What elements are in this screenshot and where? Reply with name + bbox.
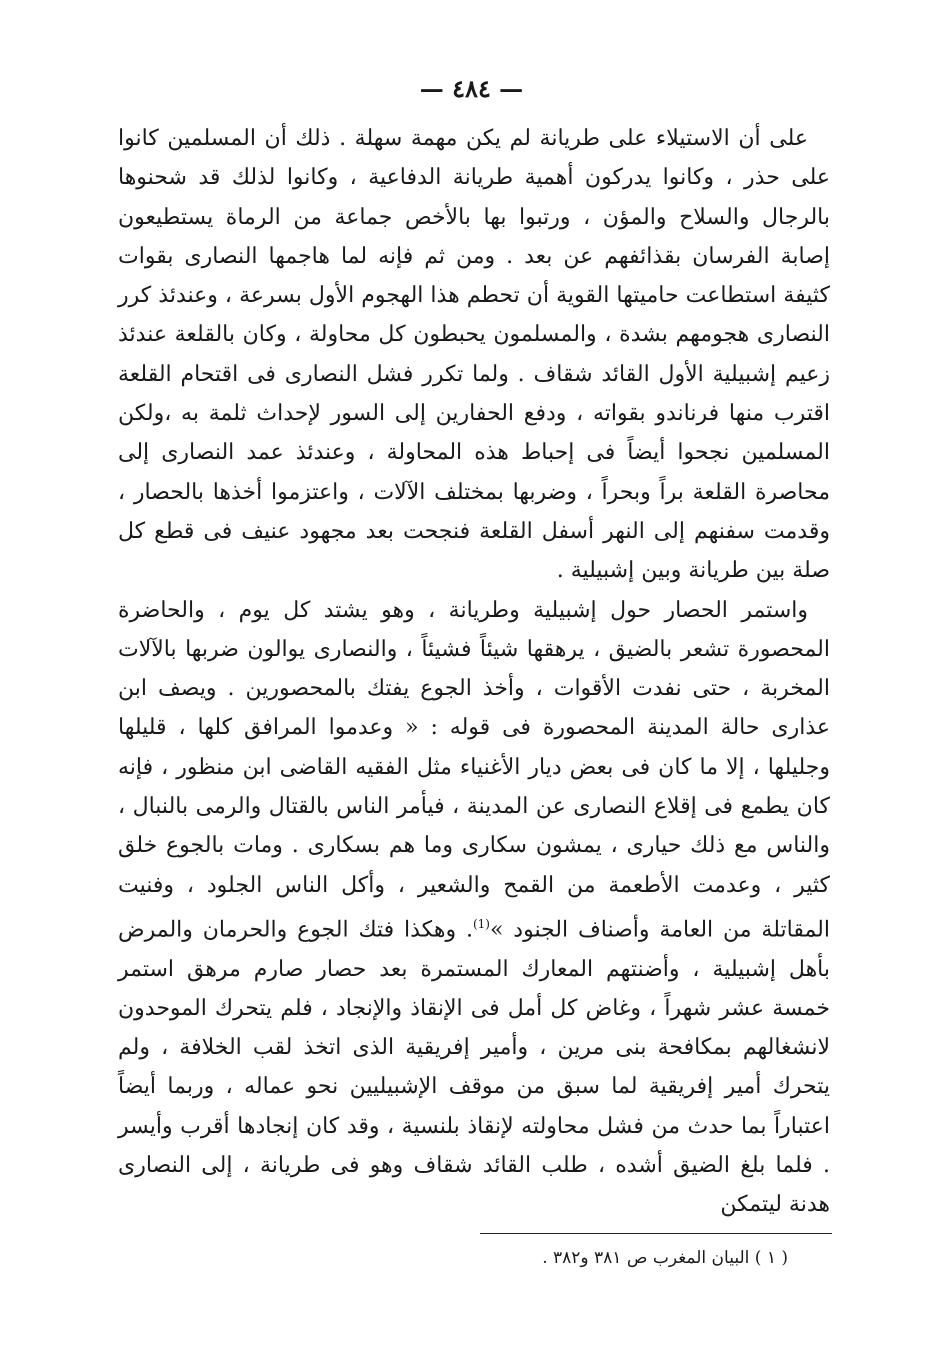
footnote: ( ١ ) البيان المغرب ص ٣٨١ و٣٨٢ . xyxy=(542,1248,788,1268)
footnote-divider xyxy=(480,1233,832,1234)
page-number: — ٤٨٤ — xyxy=(419,74,524,103)
body-text xyxy=(118,119,830,1225)
paragraph-1: على أن الاستيلاء على طريانة لم يكن مهمة سهلة . ذلك أن المسلمين كانوا على حذر ، وكانوا يدركون أهمية طريانة الدفاعية ، وكانوا لذلك قد شحنوها بالرجال والسلاح والمؤن ، ورتبوا بها بالأخص جماعة من الرماة يستطيعون إصابة الفرسان بقذائفهم عن بعد . ومن ثم فإنه لما هاجمها النصارى بقوات كثيفة استطاعت حاميتها القوية أن تحطم هذا الهجوم الأول بسرعة ، وعندئذ كرر النصارى هجومهم بشدة ، والمسلمون يحبطون كل محاولة ، وكان بالقلعة عندئذ زعيم إشبيلية الأول القائد شقاف . ولما تكرر فشل النصارى فى اقتحام القلعة اقترب منها فرناندو بقواته ، ودفع الحفارين إلى السور لإحداث ثلمة به ،ولكن المسلمين نجحوا أيضاً فى إحباط هذه المحاولة ، وعندئذ عمد النصارى إلى محاصرة القلعة براً وبحراً ، وضربها بمختلف الآلات ، واعتزموا أخذها بالحصار ، وقدمت سفنهم إلى النهر أسفل القلعة فنجحت بعد مجهود عنيف فى قطع كل صلة بين طريانة وبين إشبيلية . xyxy=(118,126,830,584)
footnote-marker: (1) xyxy=(472,916,490,931)
paragraph-2-text: واستمر الحصار حول إشبيلية وطريانة ، وهو يشتد كل يوم ، والحاضرة المحصورة تشعر بالضيق ، يرهقها شيئاً فشيئاً ، والنصارى يوالون ضربها بالآلات المخربة ، حتى نفدت الأقوات ، وأخذ الجوع يفتك بالمحصورين . ويصف ابن عذارى حالة المدينة المحصورة فى قوله : « وعدموا المرافق كلها ، قليلها وجليلها ، إلا ما كان فى بعض ديار الأغنياء مثل الفقيه القاضى ابن منظور ، فإنه كان يطمع فى إقلاع النصارى عن المدينة ، فيأمر الناس بالقتال والرمى بالنبال ، والناس مع ذلك حيارى ، يمشون سكارى وما هم بسكارى . ومات بالجوع خلق كثير ، وعدمت الأطعمة من القمح والشعير ، وأكل الناس الجلود ، وفنيت المقاتلة من العامة وأصناف الجنود » xyxy=(118,597,830,943)
paragraph-2 xyxy=(118,591,830,1225)
paragraph-2-tail: . وهكذا فتك الجوع والحرمان والمرض بأهل إشبيلية ، وأضنتهم المعارك المستمرة بعد حصار صارم مرهق استمر خمسة عشر شهراً ، وغاض كل أمل فى الإنقاذ والإنجاد ، فلم يتحرك الموحدون لانشغالهم بمكافحة بنى مرين ، وأمير إفريقية الذى اتخذ لقب الخلافة ، ولم يتحرك أمير إفريقية لما سبق من موقف الإشبيليين نحو عماله ، وربما أيضاً اعتباراً بما حدث من فشل محاولته لإنقاذ بلنسية ، وقد كان إنجادها أقرب وأيسر . فلما بلغ الضيق أشده ، طلب القائد شقاف وهو فى طريانة ، إلى النصارى هدنة ليتمكن xyxy=(118,917,830,1218)
